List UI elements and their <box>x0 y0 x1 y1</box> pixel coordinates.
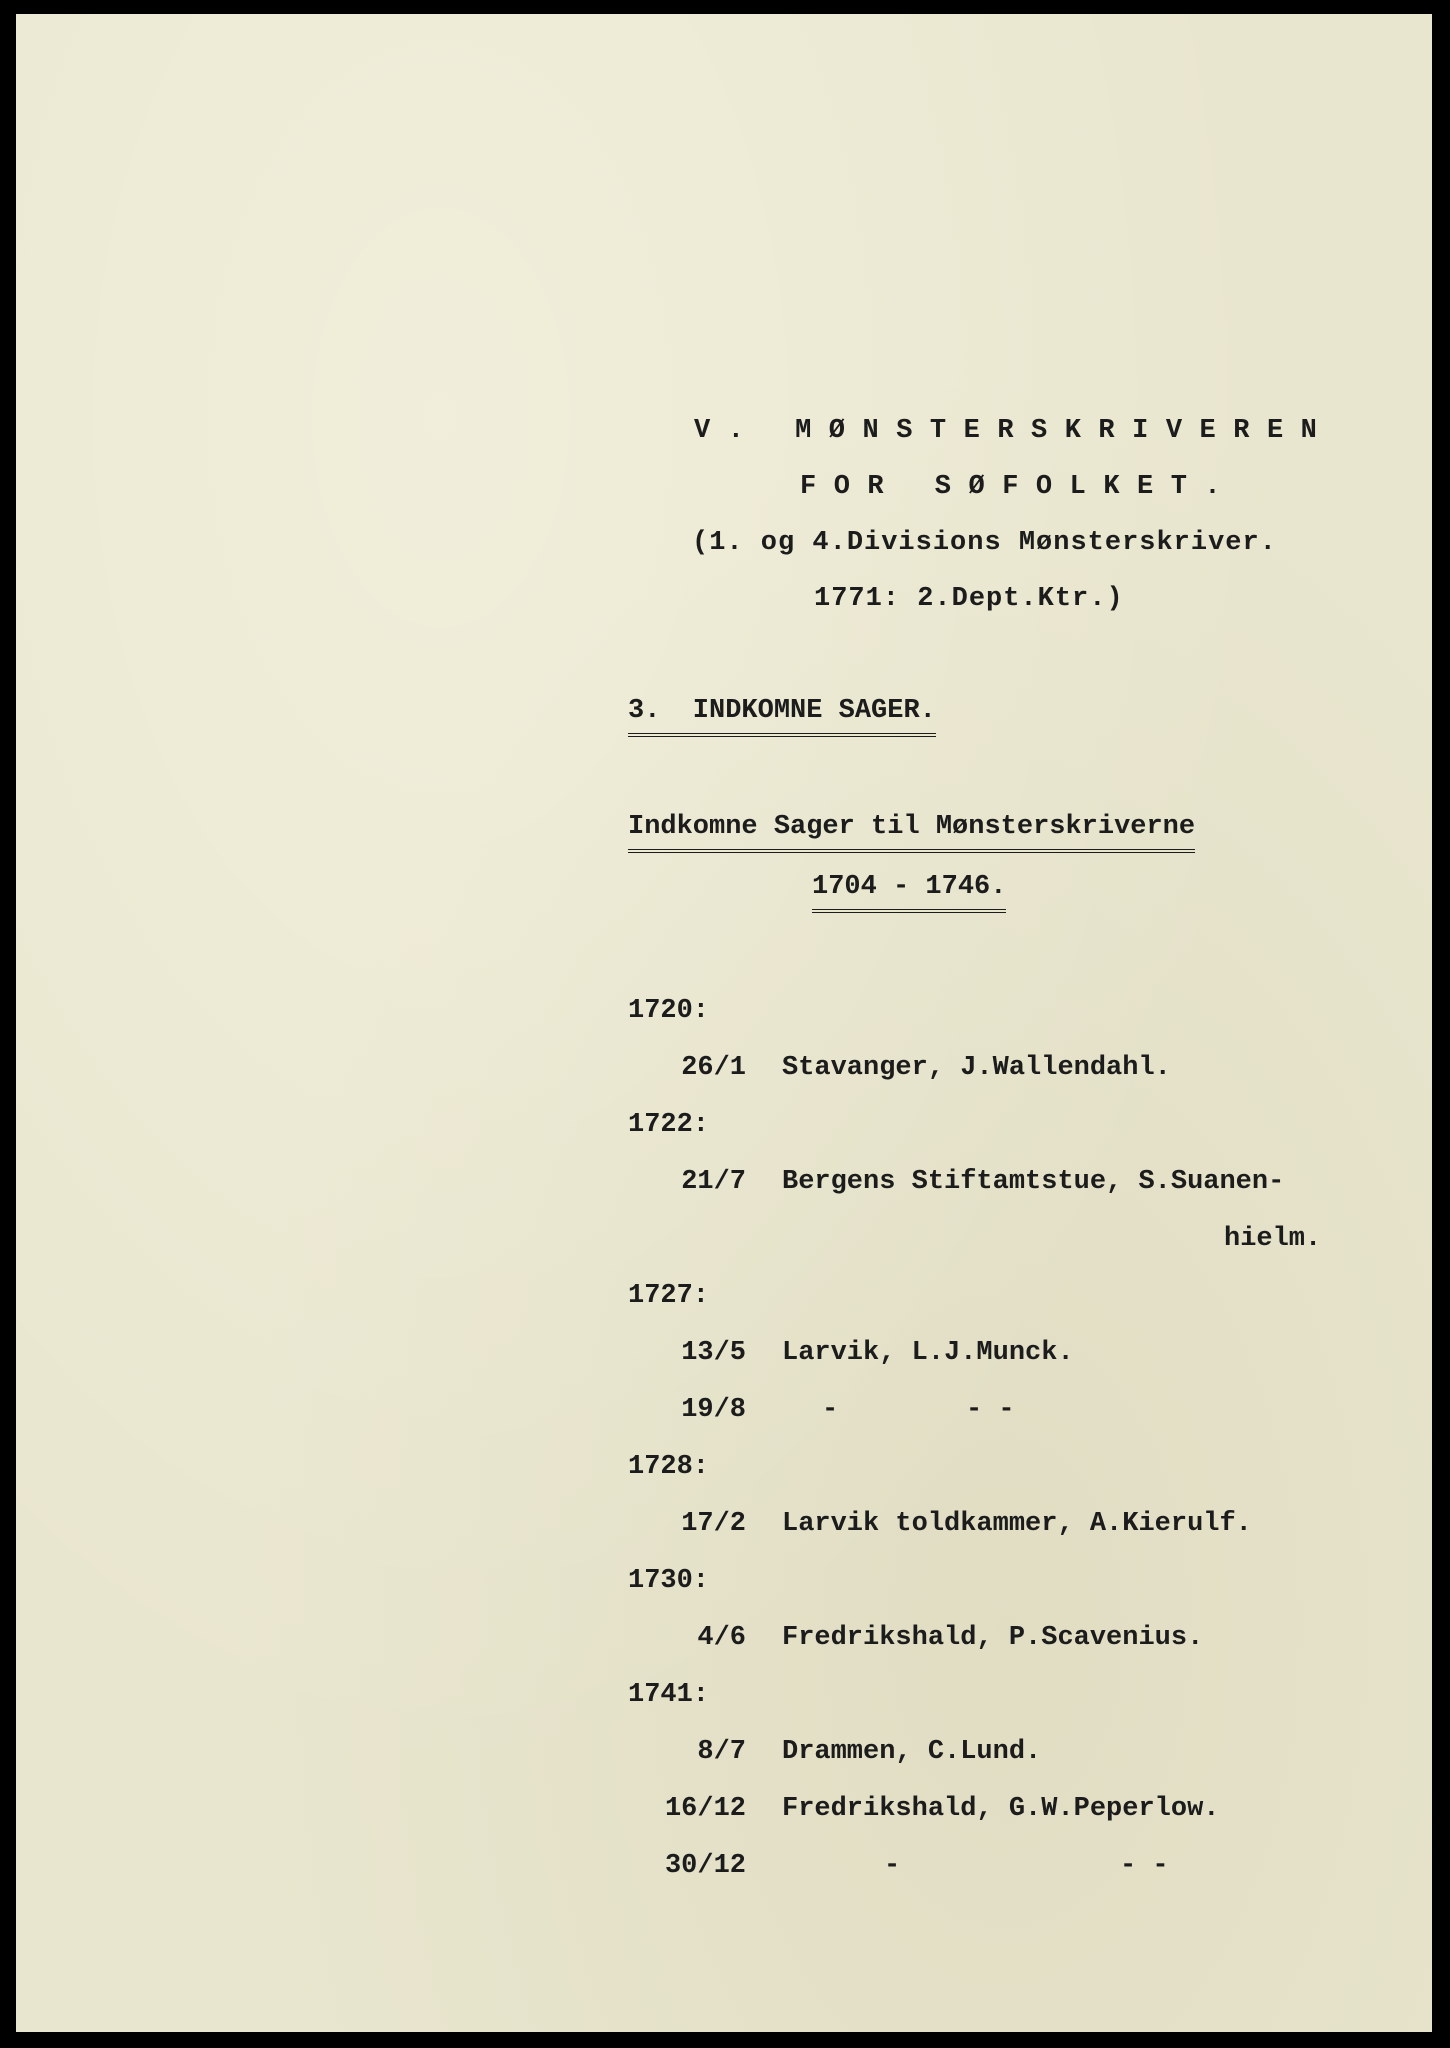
year-1741: 1741: <box>628 1680 710 1710</box>
title-line-4: 1771: 2.Dept.Ktr.) <box>814 584 1124 614</box>
year-1730: 1730: <box>628 1566 710 1596</box>
entry-date: 13/5 <box>681 1338 746 1368</box>
entry-text: Fredrikshald, G.W.Peperlow. <box>782 1794 1220 1824</box>
entry-text: Stavanger, J.Wallendahl. <box>782 1053 1171 1083</box>
ditto-mark: - - <box>966 1395 1015 1425</box>
entry-text: Fredrikshald, P.Scavenius. <box>782 1623 1204 1653</box>
ditto-mark: - <box>884 1851 901 1881</box>
document-page <box>16 14 1432 2032</box>
entry-date: 19/8 <box>681 1395 746 1425</box>
entry-date: 26/1 <box>681 1053 746 1083</box>
entry-text: Larvik toldkammer, A.Kierulf. <box>782 1509 1252 1539</box>
subheading-line-2: 1704 - 1746. <box>812 874 1006 913</box>
title-line-3: (1. og 4.Divisions Mønsterskriver. <box>692 528 1277 558</box>
title-line-2: FOR SØFOLKET. <box>800 472 1239 502</box>
entry-date: 17/2 <box>681 1509 746 1539</box>
year-1727: 1727: <box>628 1281 710 1311</box>
entry-text: Larvik, L.J.Munck. <box>782 1338 1074 1368</box>
year-1728: 1728: <box>628 1452 710 1482</box>
entry-text: Drammen, C.Lund. <box>782 1737 1042 1767</box>
ditto-mark: - <box>822 1395 839 1425</box>
entry-text: Bergens Stiftamtstue, S.Suanen- <box>782 1167 1285 1197</box>
section-heading: 3. INDKOMNE SAGER. <box>628 698 936 737</box>
entry-date: 8/7 <box>697 1737 746 1767</box>
title-line-1: V. MØNSTERSKRIVEREN <box>694 416 1335 446</box>
subheading-line-1: Indkomne Sager til Mønsterskriverne <box>628 814 1195 853</box>
ditto-mark: - - <box>1120 1851 1169 1881</box>
year-1722: 1722: <box>628 1110 710 1140</box>
entry-date: 21/7 <box>681 1167 746 1197</box>
entry-date: 30/12 <box>664 1851 746 1881</box>
entry-date: 4/6 <box>697 1623 746 1653</box>
year-1720: 1720: <box>628 996 710 1026</box>
entry-text-continued: hielm. <box>1224 1224 1322 1254</box>
entry-date: 16/12 <box>664 1794 746 1824</box>
